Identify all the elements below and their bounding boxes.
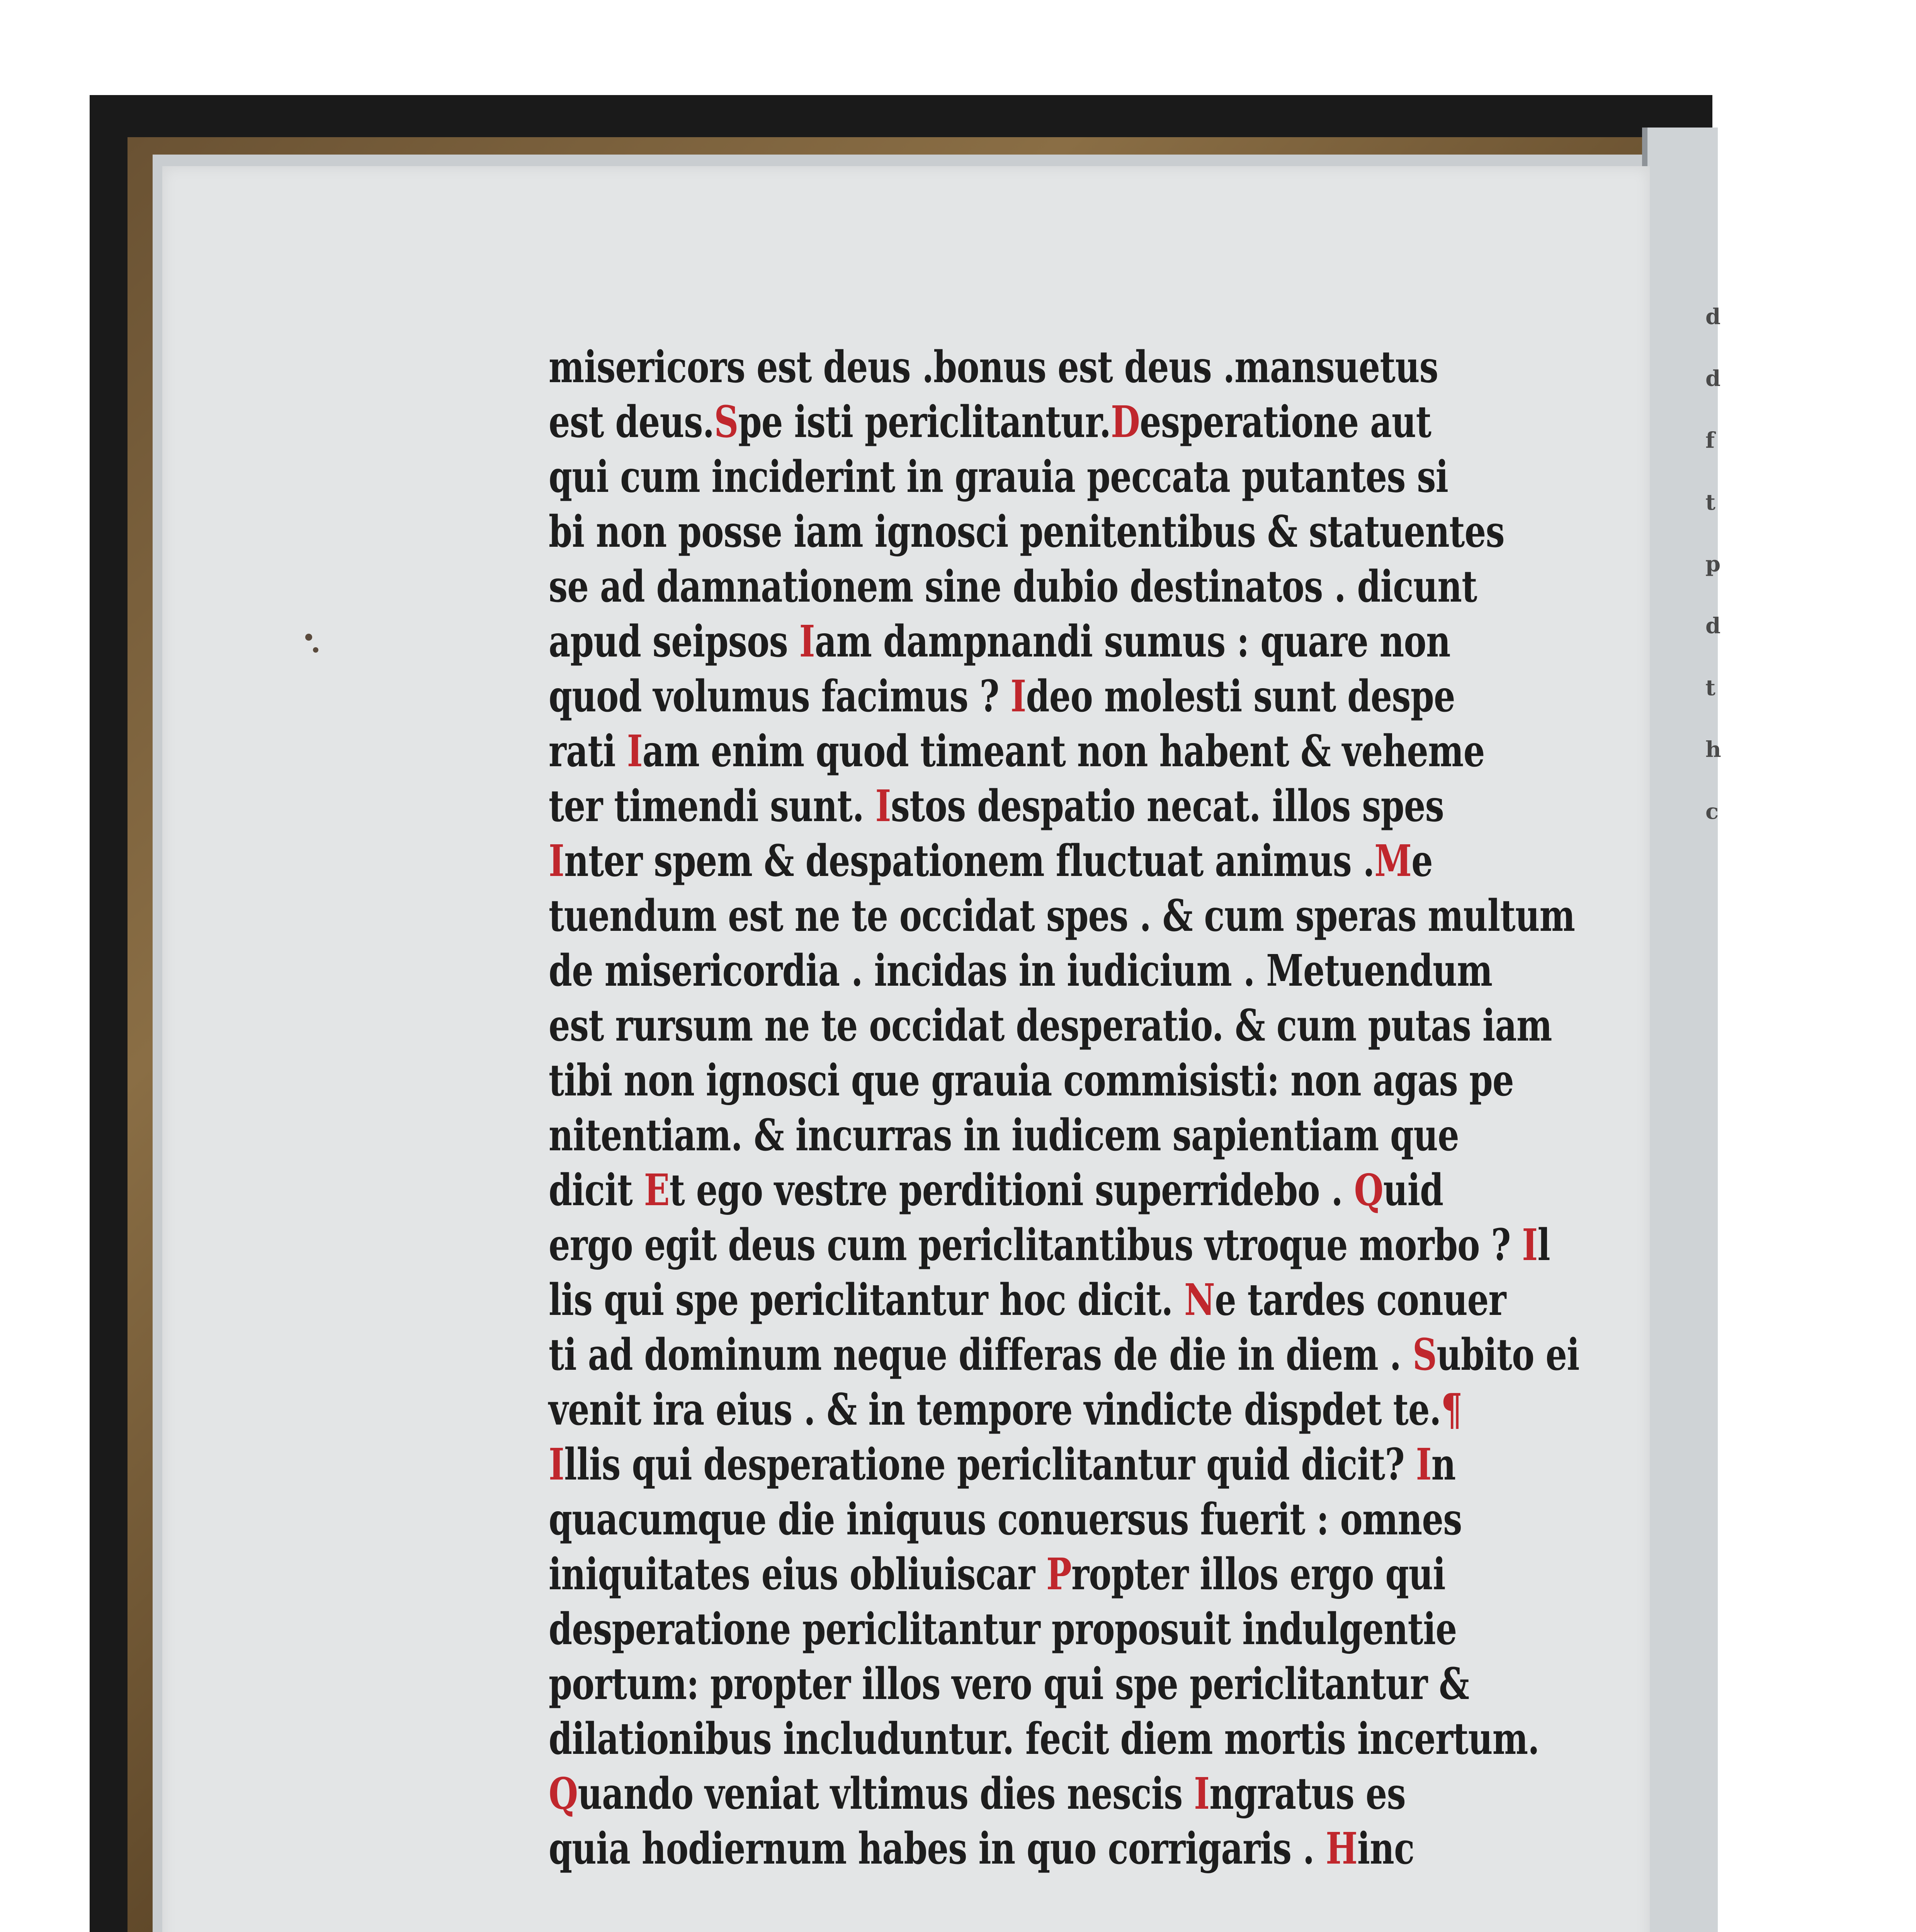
- text-line: [549, 1053, 1514, 1108]
- text-segment: portum: propter illos vero qui spe periclitantur &: [549, 1659, 1469, 1709]
- facing-page-edge: d d f t p d t h c: [1642, 128, 1718, 1932]
- text-segment: nter spem & despationem fluctuat animus .: [564, 836, 1375, 886]
- text-segment: e: [1411, 836, 1433, 886]
- text-line: [549, 505, 1505, 560]
- text-segment: tibi non ignosci que grauia commisisti: non agas pe: [549, 1055, 1514, 1106]
- text-line: [549, 1821, 1414, 1876]
- text-segment: esperatione aut: [1140, 397, 1431, 447]
- text-segment: qui cum inciderint in grauia peccata putantes si: [549, 452, 1448, 502]
- text-line: [549, 889, 1575, 944]
- text-segment: n: [1431, 1439, 1456, 1490]
- text-line: [549, 1383, 1462, 1437]
- text-line: [549, 560, 1477, 614]
- rubricated-initial: ¶: [1441, 1384, 1462, 1435]
- text-line: [549, 1492, 1462, 1547]
- rubricated-initial: I: [627, 726, 643, 777]
- text-segment: apud seipsos: [549, 616, 799, 667]
- text-segment: am enim quod timeant non habent & veheme: [642, 726, 1485, 777]
- rubricated-initial: E: [644, 1165, 670, 1216]
- text-line: [549, 1657, 1469, 1712]
- text-segment: ropter illos ergo qui: [1071, 1549, 1445, 1600]
- text-segment: lis qui spe periclitantur hoc dicit.: [549, 1275, 1185, 1325]
- text-line: [549, 1437, 1456, 1492]
- rubricated-initial: I: [1522, 1220, 1538, 1270]
- rubricated-initial: S: [714, 397, 738, 447]
- text-segment: uid: [1383, 1165, 1443, 1216]
- text-line: [549, 779, 1444, 834]
- text-segment: dicit: [549, 1165, 644, 1216]
- rubricated-initial: P: [1046, 1549, 1071, 1600]
- rubricated-initial: H: [1326, 1823, 1357, 1874]
- text-line: [549, 1163, 1443, 1218]
- text-segment: uando veniat vltimus dies nescis: [578, 1769, 1194, 1819]
- text-segment: ergo egit deus cum periclitantibus vtroque morbo ?: [549, 1220, 1522, 1270]
- rubricated-initial: I: [1010, 671, 1026, 722]
- rubricated-initial: I: [549, 836, 564, 886]
- text-segment: llis qui desperatione periclitantur quid dicit?: [564, 1439, 1416, 1490]
- text-line: [549, 614, 1450, 669]
- text-segment: quacumque die iniquus conuersus fuerit : omnes: [549, 1494, 1462, 1545]
- text-segment: deo molesti sunt despe: [1026, 671, 1455, 722]
- text-line: [549, 724, 1485, 779]
- text-line: [549, 340, 1438, 395]
- text-segment: venit ira eius . & in tempore vindicte dispdet te.: [549, 1384, 1441, 1435]
- rubricated-initial: I: [1194, 1769, 1210, 1819]
- text-segment: de misericordia . incidas in iudicium . Metuendum: [549, 946, 1493, 996]
- text-segment: inc: [1357, 1823, 1414, 1874]
- rubricated-initial: I: [549, 1439, 564, 1490]
- rubricated-initial: Q: [549, 1769, 578, 1819]
- rubricated-initial: Q: [1354, 1165, 1383, 1216]
- rubricated-initial: N: [1184, 1275, 1215, 1325]
- text-line: [549, 1273, 1506, 1328]
- text-segment: est rursum ne te occidat desperatio. & cum putas iam: [549, 1000, 1552, 1051]
- text-line: [549, 834, 1433, 889]
- text-segment: t ego vestre perditioni superridebo .: [669, 1165, 1354, 1216]
- text-line: [549, 1767, 1406, 1821]
- text-segment: ter timendi sunt.: [549, 781, 876, 832]
- text-segment: quod volumus facimus ?: [549, 671, 1011, 722]
- text-segment: ti ad dominum neque differas de die in diem .: [549, 1330, 1413, 1380]
- text-segment: desperatione periclitantur proposuit indulgentie: [549, 1604, 1457, 1655]
- text-line: [549, 944, 1493, 998]
- text-segment: l: [1537, 1220, 1550, 1270]
- text-line: [549, 1218, 1550, 1273]
- text-segment: quia hodiernum habes in quo corrigaris .: [549, 1823, 1326, 1874]
- text-segment: misericors est deus .bonus est deus .mansuetus: [549, 342, 1438, 393]
- rubricated-initial: M: [1374, 836, 1412, 886]
- text-segment: nitentiam. & incurras in iudicem sapientiam que: [549, 1110, 1459, 1161]
- text-line: [549, 1602, 1457, 1657]
- rubricated-initial: S: [1412, 1330, 1437, 1380]
- text-line: [549, 1547, 1445, 1602]
- text-block: [549, 340, 1579, 1876]
- text-segment: pe isti periclitantur.: [738, 397, 1111, 447]
- rubricated-initial: I: [875, 781, 891, 832]
- text-segment: ubito ei: [1437, 1330, 1579, 1380]
- text-line: [549, 1108, 1459, 1163]
- rubricated-initial: I: [799, 616, 815, 667]
- text-segment: e tardes conuer: [1215, 1275, 1506, 1325]
- text-segment: est deus.: [549, 397, 714, 447]
- text-line: [549, 998, 1552, 1053]
- text-segment: stos despatio necat. illos spes: [891, 781, 1444, 832]
- text-segment: ngratus es: [1209, 1769, 1406, 1819]
- text-segment: tuendum est ne te occidat spes . & cum speras multum: [549, 891, 1575, 941]
- text-segment: se ad damnationem sine dubio destinatos . dicunt: [549, 561, 1477, 612]
- rubricated-initial: D: [1111, 397, 1140, 447]
- rubricated-initial: I: [1416, 1439, 1431, 1490]
- text-segment: bi non posse iam ignosci penitentibus & statuentes: [549, 507, 1505, 557]
- text-segment: rati: [549, 726, 627, 777]
- text-segment: dilationibus includuntur. fecit diem mortis incertum.: [549, 1714, 1539, 1764]
- text-line: [549, 669, 1455, 724]
- text-line: [549, 395, 1431, 450]
- text-line: [549, 1328, 1579, 1383]
- text-segment: iniquitates eius obliuiscar: [549, 1549, 1047, 1600]
- text-line: [549, 1712, 1539, 1767]
- text-line: [549, 450, 1448, 505]
- text-segment: am dampnandi sumus : quare non: [814, 616, 1450, 667]
